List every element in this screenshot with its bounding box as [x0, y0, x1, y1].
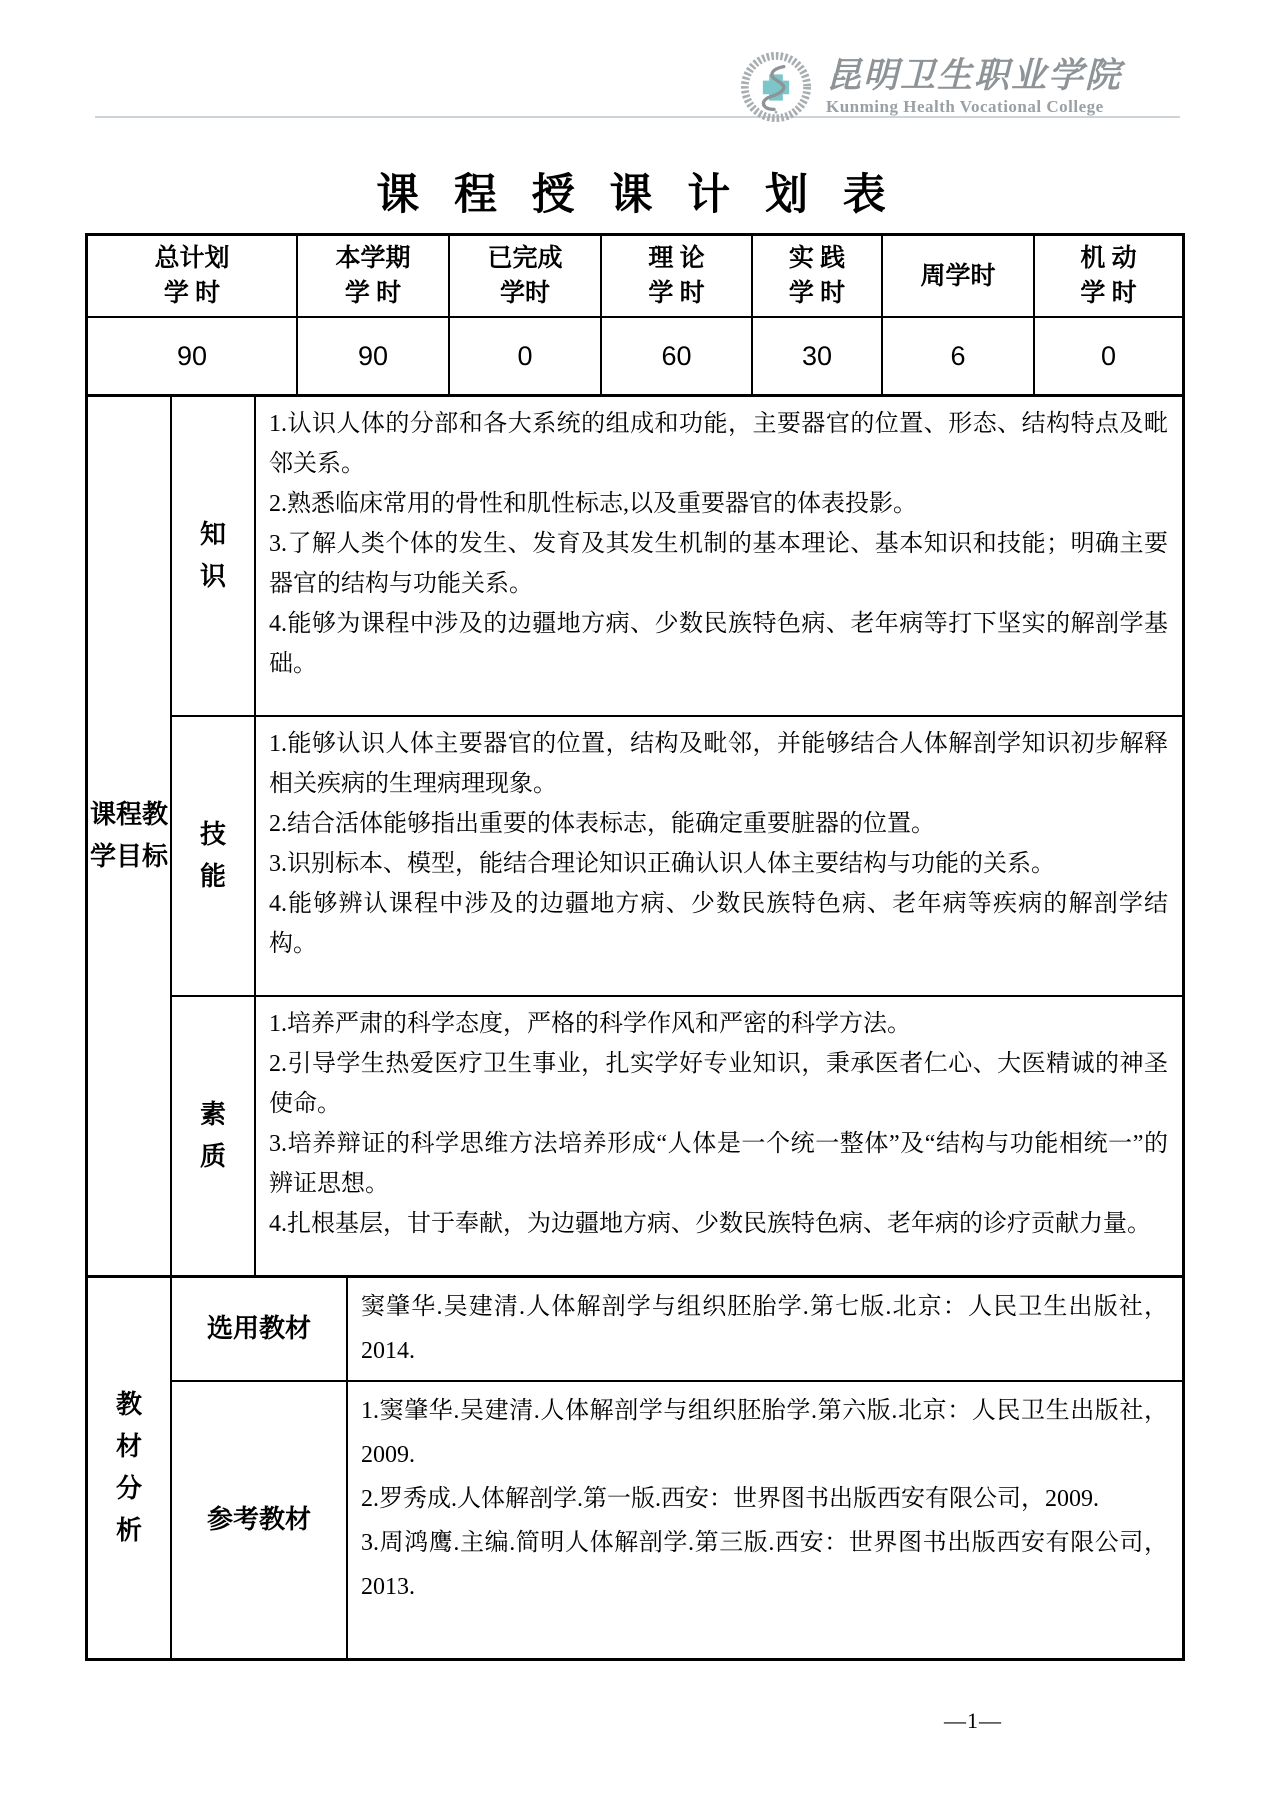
textbook-item: 2.罗秀成.人体解剖学.第一版.西安：世界图书出版西安有限公司，2009.: [361, 1486, 1099, 1512]
header-line: 学时: [499, 280, 550, 307]
header-practice-hours: [753, 236, 883, 316]
header-line: 学 时: [788, 280, 846, 307]
value-weekly-hours: 6: [883, 318, 1035, 394]
label-char: 能: [199, 862, 226, 891]
header-line: 学 时: [1080, 280, 1137, 307]
skills-label: [172, 717, 256, 995]
label-char: 识: [199, 562, 226, 591]
textbook-item: 窦肇华.吴建清.人体解剖学与组织胚胎学.第七版.北京：人民卫生出版社，2014.: [361, 1294, 1168, 1364]
college-name-block: [826, 56, 1122, 118]
header-line: 机 动: [1080, 245, 1137, 272]
objective-item: 1.认识人体的分部和各大系统的组成和功能，主要器官的位置、形态、结构特点及毗邻关系。: [269, 411, 1168, 477]
header-completed-hours: [450, 236, 602, 316]
quality-content: [256, 997, 1182, 1275]
objective-item: 1.能够认识人体主要器官的位置，结构及毗邻，并能够结合人体解剖学知识初步解释相关疾病的生理病理现象。: [269, 731, 1168, 797]
header-line: 总计划: [154, 245, 230, 272]
label-char: 质: [199, 1142, 226, 1171]
knowledge-label: [172, 397, 256, 715]
header-weekly-hours: [883, 236, 1035, 316]
selected-textbook-label: [172, 1278, 348, 1380]
page-number: —1—: [944, 1708, 1002, 1733]
selected-textbook-content: [348, 1278, 1182, 1380]
summary-header-row: [88, 236, 1182, 318]
header-semester-hours: [298, 236, 450, 316]
reference-textbook-label: [172, 1382, 348, 1658]
knowledge-row: [172, 397, 1182, 717]
header-line: 学 时: [163, 280, 221, 307]
group-label-char: 教: [115, 1390, 142, 1419]
group-label-char: 分: [115, 1474, 142, 1503]
objective-item: 4.能够为课程中涉及的边疆地方病、少数民族特色病、老年病等打下坚实的解剖学基础。: [269, 611, 1168, 677]
selected-textbook-row: [172, 1278, 1182, 1382]
value-semester-hours: 90: [298, 318, 450, 394]
group-label-line: 学目标: [89, 842, 168, 871]
course-objectives-section: [88, 397, 1182, 1278]
objective-item: 3.培养辩证的科学思维方法培养形成“人体是一个统一整体”及“结构与功能相统一”的辨证思想。: [269, 1131, 1168, 1197]
header-theory-hours: [602, 236, 753, 316]
objective-item: 2.结合活体能够指出重要的体表标志，能确定重要脏器的位置。: [269, 811, 935, 837]
course-plan-table: [85, 233, 1185, 1661]
value-theory-hours: 60: [602, 318, 753, 394]
header-line: 周学时: [920, 262, 996, 290]
value-flexible-hours: 0: [1100, 340, 1117, 371]
label-text: 选用教材: [206, 1314, 311, 1343]
header-line: 本学期: [335, 245, 411, 272]
group-label-line: 课程教: [89, 800, 168, 829]
objective-item: 3.了解人类个体的发生、发育及其发生机制的基本理论、基本知识和技能；明确主要器官的结构与功能关系。: [269, 531, 1168, 597]
summary-values-row: [88, 318, 1182, 397]
objective-item: 2.引导学生热爱医疗卫生事业，扎实学好专业知识，秉承医者仁心、大医精诚的神圣使命。: [269, 1051, 1168, 1117]
materials-subrows: [172, 1278, 1182, 1658]
quality-label: [172, 997, 256, 1275]
materials-group-label: [88, 1278, 172, 1658]
header-line: 学 时: [344, 280, 402, 307]
objective-item: 4.扎根基层，甘于奉献，为边疆地方病、少数民族特色病、老年病的诊疗贡献力量。: [269, 1211, 1151, 1237]
header-total-planned-hours: [88, 236, 298, 316]
page-title: 课 程 授 课 计 划 表: [376, 172, 898, 219]
college-name-chinese: 昆明卫生职业学院: [826, 56, 1123, 95]
reference-textbook-row: [172, 1382, 1182, 1658]
skills-content: [256, 717, 1182, 995]
textbook-item: 1.窦肇华.吴建清.人体解剖学与组织胚胎学.第六版.北京：人民卫生出版社，2009.: [361, 1398, 1168, 1468]
header-line: 理 论: [648, 245, 705, 272]
value-practice-hours: 30: [753, 318, 883, 394]
objective-item: 2.熟悉临床常用的骨性和肌性标志,以及重要器官的体表投影。: [269, 491, 917, 517]
objective-item: 1.培养严肃的科学态度，严格的科学作风和严密的科学方法。: [269, 1011, 911, 1037]
textbook-item: 3.周鸿鹰.主编.简明人体解剖学.第三版.西安：世界图书出版西安有限公司，2013.: [361, 1530, 1168, 1600]
objectives-subrows: [172, 397, 1182, 1275]
label-char: 技: [199, 820, 226, 849]
college-seal-icon: [740, 51, 812, 123]
objective-item: 3.识别标本、模型，能结合理论知识正确认识人体主要结构与功能的关系。: [269, 851, 1055, 877]
reference-textbook-content: [348, 1382, 1182, 1658]
header-line: 实 践: [788, 245, 846, 272]
quality-row: [172, 997, 1182, 1275]
label-char: 素: [199, 1100, 226, 1129]
group-label-char: 析: [115, 1516, 142, 1545]
header-flexible-hours: [1035, 236, 1182, 316]
textbook-analysis-section: [88, 1278, 1182, 1658]
skills-row: [172, 717, 1182, 997]
label-text: 参考教材: [206, 1505, 311, 1534]
college-name-english: Kunming Health Vocational College: [826, 97, 1104, 116]
objective-item: 4.能够辨认课程中涉及的边疆地方病、少数民族特色病、老年病等疾病的解剖学结构。: [269, 891, 1168, 957]
objectives-group-label: [88, 397, 172, 1275]
header-line: 学 时: [648, 280, 705, 307]
knowledge-content: [256, 397, 1182, 715]
group-label-char: 材: [115, 1432, 142, 1461]
label-char: 知: [199, 520, 226, 549]
college-logo: [740, 48, 1190, 126]
header-line: 已完成: [487, 245, 563, 272]
value-total-planned-hours: 90: [88, 318, 298, 394]
value-completed-hours: 0: [450, 318, 602, 394]
